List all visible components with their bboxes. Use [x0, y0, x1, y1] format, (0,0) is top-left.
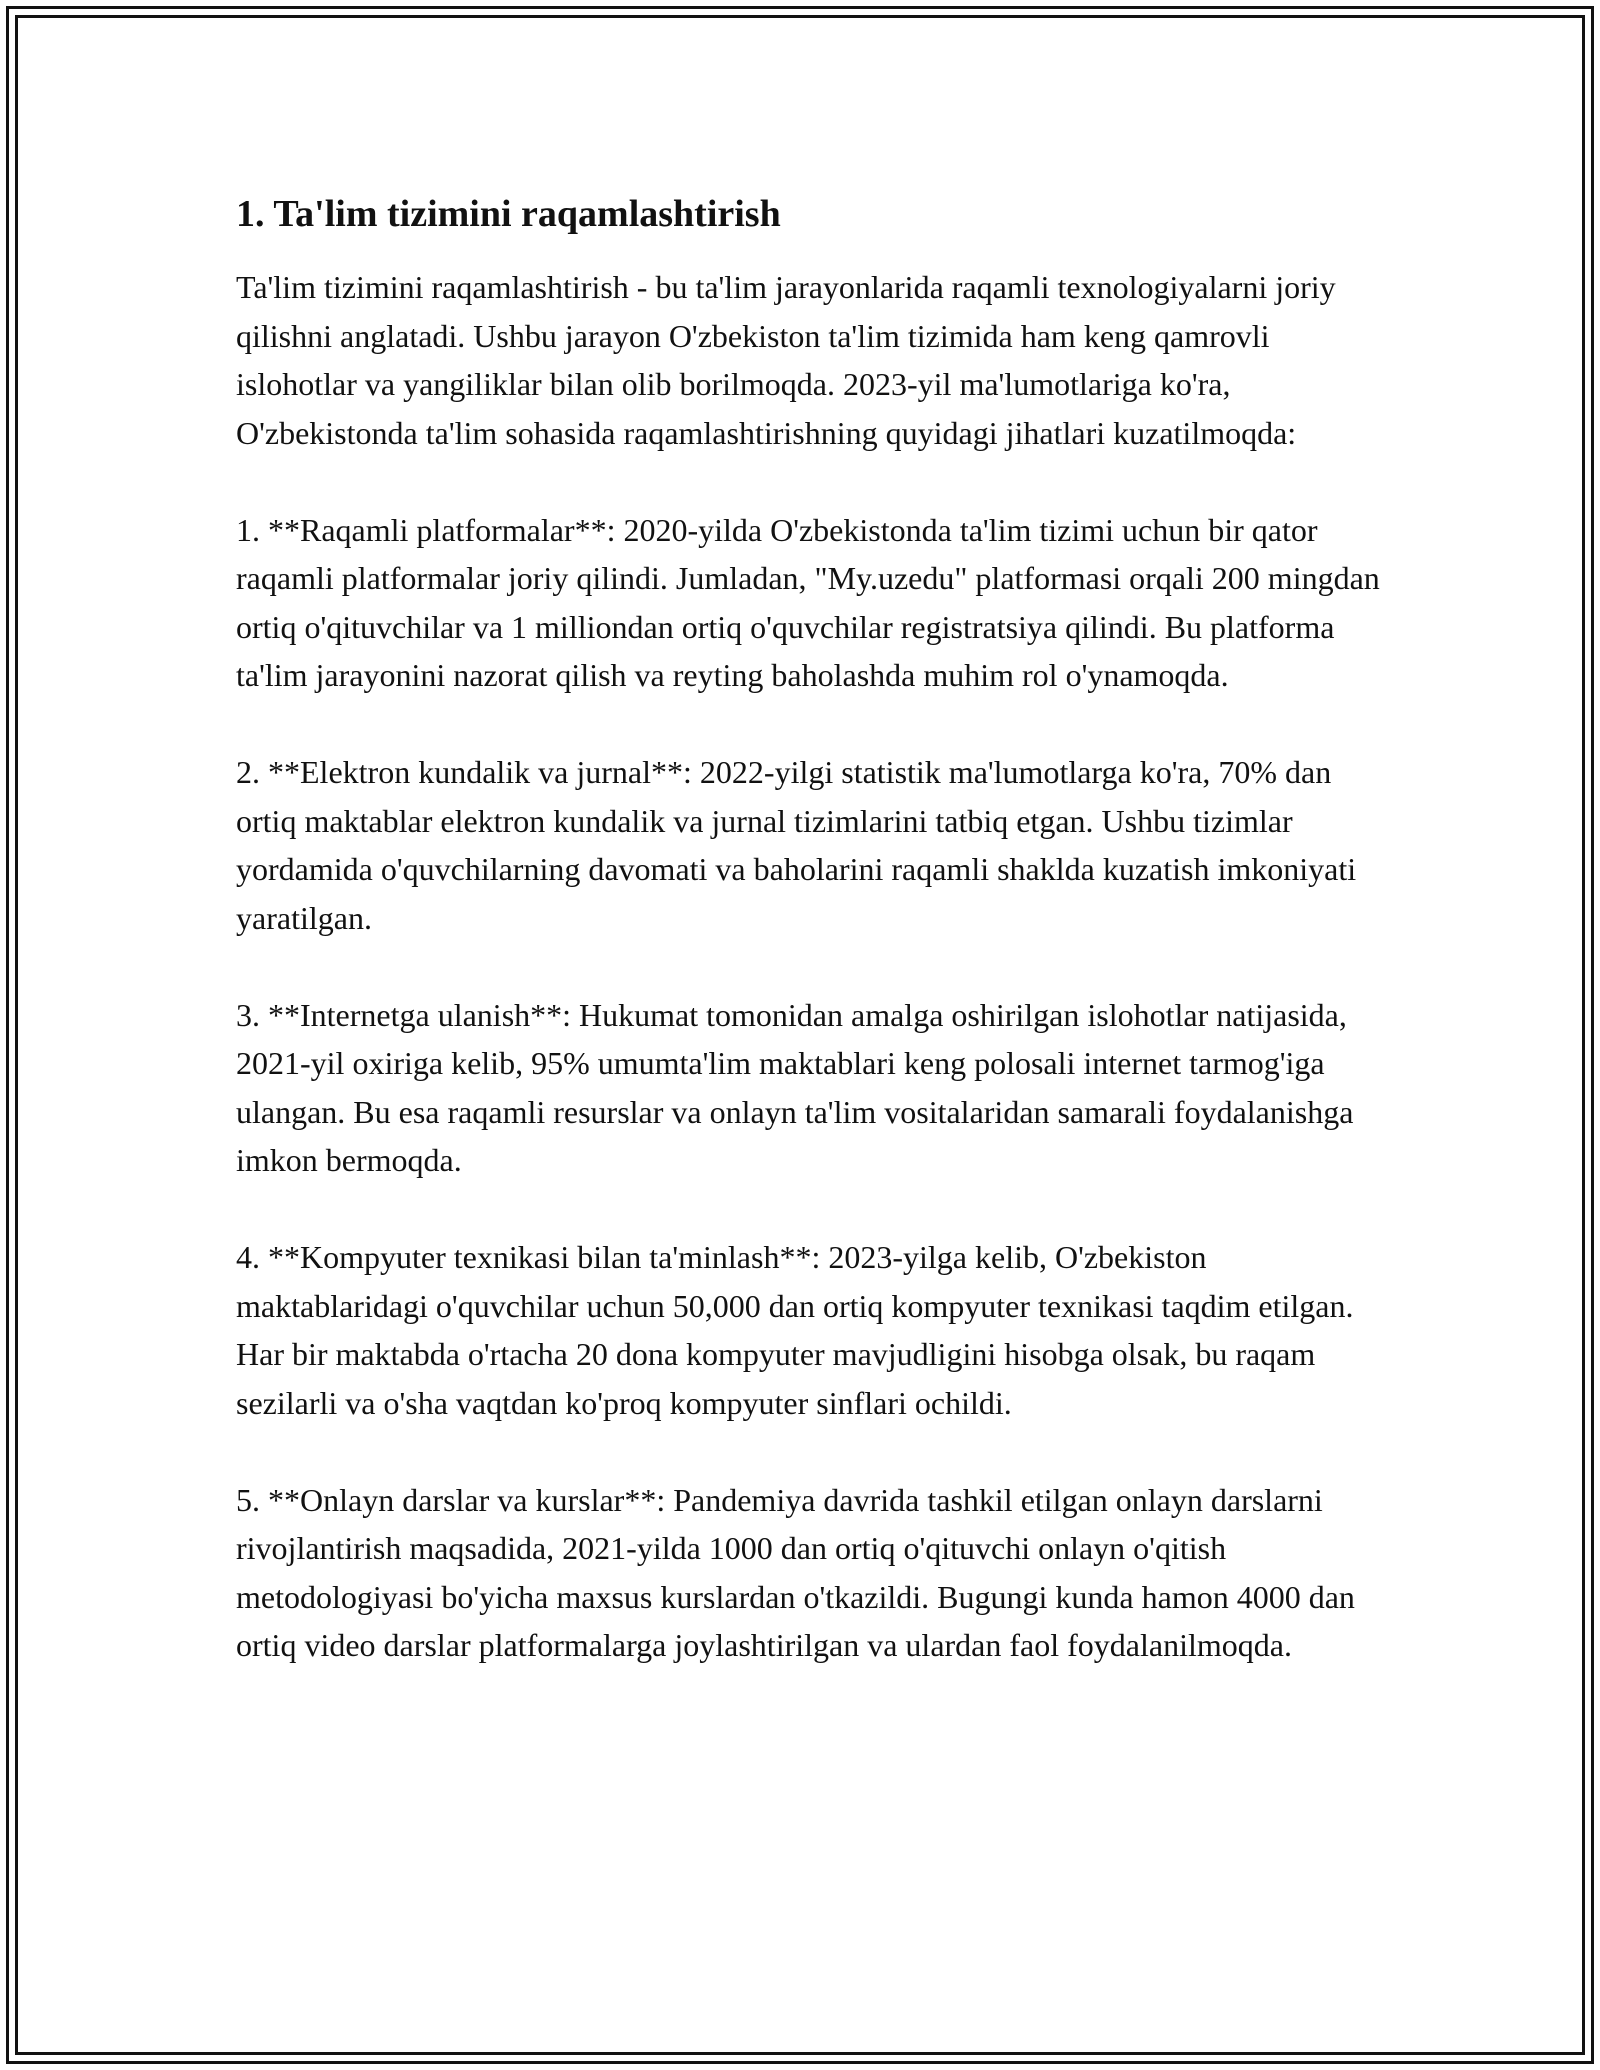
- list-item-digital-platforms: 1. **Raqamli platformalar**: 2020-yilda O'zbekistonda ta'lim tizimi uchun bir qator raqamli platformalar joriy qilindi. Jumladan, "My.uzedu" platformasi orqali 200 mingdan ortiq o'qituvchilar va 1 milliondan ortiq o'quvchilar registratsiya qilindi. Bu platforma ta'lim jarayonini nazorat qilish va reyting baholashda muhim rol o'ynamoqda.: [236, 511, 1380, 693]
- document-body: [236, 180, 1386, 1718]
- intro-paragraph: Ta'lim tizimini raqamlashtirish - bu ta'lim jarayonlarida raqamli texnologiyalarni joriy qilishni anglatadi. Ushbu jarayon O'zbekiston ta'lim tizimida ham keng qamrovli islohotlar va yangiliklar bilan olib borilmoqda. 2023-yil ma'lumotlariga ko'ra, O'zbekistonda ta'lim sohasida raqamlashtirishning quyidagi jihatlari kuzatilmoqda:: [236, 269, 1336, 451]
- list-item-computer-equipment: 4. **Kompyuter texnikasi bilan ta'minlash**: 2023-yilga kelib, O'zbekiston maktablaridagi o'quvchilar uchun 50,000 dan ortiq kompyuter texnikasi taqdim etilgan. Har bir maktabda o'rtacha 20 dona kompyuter mavjudligini hisobga olsak, bu raqam sezilarli va o'sha vaqtdan ko'proq kompyuter sinflari ochildi.: [236, 1239, 1354, 1421]
- list-item-online-courses: 5. **Onlayn darslar va kurslar**: Pandemiya davrida tashkil etilgan onlayn darslarni rivojlantirish maqsadida, 2021-yilda 1000 dan ortiq o'qituvchi onlayn o'qitish metodologiyasi bo'yicha maxsus kurslardan o'tkazildi. Bugungi kunda hamon 4000 dan ortiq video darslar platformalarga joylashtirilgan va ulardan faol foydalanilmoqda.: [236, 1481, 1355, 1663]
- list-item-electronic-diary: 2. **Elektron kundalik va jurnal**: 2022-yilgi statistik ma'lumotlarga ko'ra, 70% dan ortiq maktablar elektron kundalik va jurnal tizimlarini tatbiq etgan. Ushbu tizimlar yordamida o'quvchilarning davomati va baholarini raqamli shaklda kuzatish imkoniyati yaratilgan.: [236, 754, 1357, 936]
- section-heading: 1. Ta'lim tizimini raqamlashtirish: [236, 193, 781, 235]
- list-item-internet-connection: 3. **Internetga ulanish**: Hukumat tomonidan amalga oshirilgan islohotlar natijasida, 2021-yil oxiriga kelib, 95% umumta'lim maktablari keng polosali internet tarmog'iga ulangan. Bu esa raqamli resurslar va onlayn ta'lim vositalaridan samarali foydalanishga imkon bermoqda.: [236, 996, 1354, 1178]
